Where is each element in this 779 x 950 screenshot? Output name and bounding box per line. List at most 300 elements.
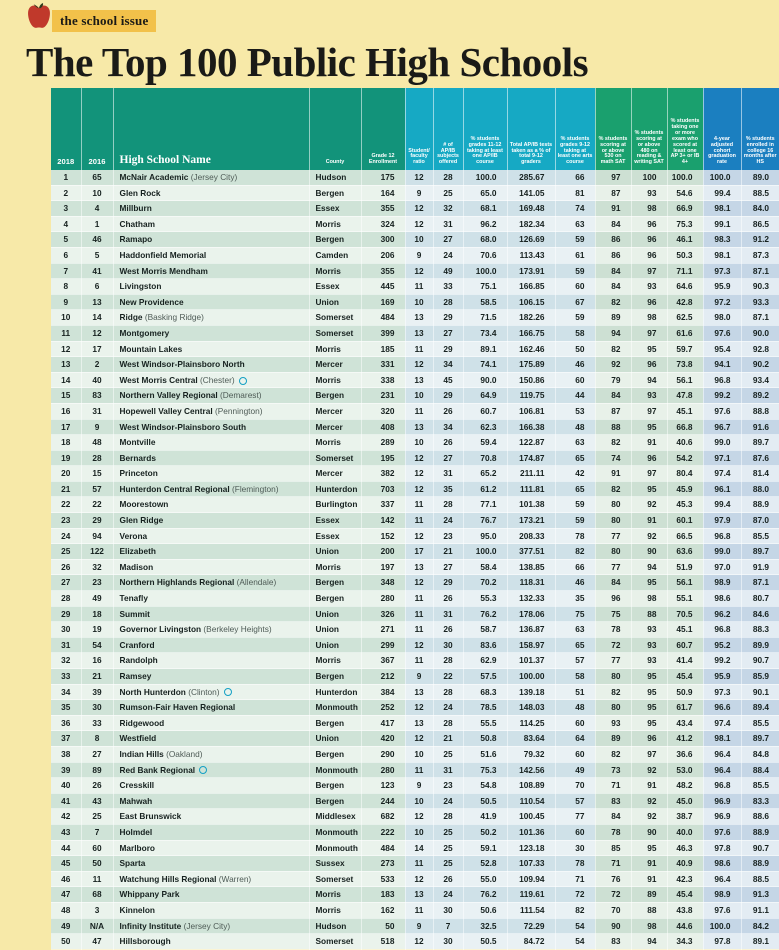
cell-apsubj: 25 [433, 824, 463, 840]
cell-rank2016: 43 [81, 793, 113, 809]
cell-enrollment: 382 [361, 466, 405, 482]
cell-apsubj: 30 [433, 637, 463, 653]
cell-sfratio: 10 [405, 746, 433, 762]
cell-mathsat: 78 [595, 622, 631, 638]
page-title: The Top 100 Public High Schools [26, 39, 589, 85]
cell-sfratio: 11 [405, 653, 433, 669]
school-name: Northern Highlands Regional [119, 577, 235, 588]
cell-rank2018: 30 [51, 622, 81, 638]
cell-rwsat: 96 [631, 294, 667, 310]
cell-rwsat: 96 [631, 357, 667, 373]
cell-rwsat: 91 [631, 871, 667, 887]
cell-rank2016: 17 [81, 341, 113, 357]
cell-rank2018: 1 [51, 170, 81, 185]
cell-rank2016: 10 [81, 185, 113, 201]
cell-apibtests: 113.43 [507, 247, 555, 263]
cell-sfratio: 9 [405, 918, 433, 934]
column-header-college[interactable]: % students enrolled in college 16 months after HS [741, 88, 779, 170]
cell-pct1112: 90.0 [463, 372, 507, 388]
cell-apsubj: 30 [433, 934, 463, 950]
school-name: Holmdel [119, 826, 153, 837]
cell-rank2016: 54 [81, 637, 113, 653]
cell-gradrate: 97.6 [703, 902, 741, 918]
cell-gradrate: 99.4 [703, 497, 741, 513]
cell-rank2018: 10 [51, 310, 81, 326]
cell-sfratio: 13 [405, 684, 433, 700]
table-row[interactable] [51, 809, 779, 825]
cell-apsubj: 26 [433, 403, 463, 419]
cell-apsubj: 29 [433, 341, 463, 357]
cell-sfratio: 11 [405, 606, 433, 622]
cell-college: 87.6 [741, 450, 779, 466]
table-row[interactable] [51, 918, 779, 934]
column-header-apibtests[interactable]: Total AP/IB tests taken as a % of total 9-12 graders [507, 88, 555, 170]
cell-sfratio: 12 [405, 575, 433, 591]
cell-gradrate: 97.6 [703, 325, 741, 341]
school-name: North Hunterdon [119, 686, 186, 697]
cell-apibtests: 178.06 [507, 606, 555, 622]
cell-rank2018: 40 [51, 778, 81, 794]
column-header-rank2018[interactable]: 2018 [51, 88, 81, 170]
column-header-pct1112[interactable]: % students grades 11-12 taking at least one AP/IB course [463, 88, 507, 170]
school-town: (Warren) [218, 873, 252, 884]
cell-rwsat: 95 [631, 575, 667, 591]
cell-pct912arts: 59 [555, 232, 595, 248]
cell-county: Somerset [309, 450, 361, 466]
cell-apscore: 55.1 [667, 591, 703, 607]
table-row[interactable] [51, 497, 779, 513]
rankings-table [51, 88, 779, 950]
column-header-county[interactable]: County [309, 88, 361, 170]
cell-county: Union [309, 731, 361, 747]
table-body [51, 170, 779, 949]
cell-rwsat: 95 [631, 715, 667, 731]
cell-rwsat: 95 [631, 684, 667, 700]
cell-pct1112: 50.5 [463, 793, 507, 809]
cell-apsubj: 31 [433, 216, 463, 232]
cell-pct1112: 51.6 [463, 746, 507, 762]
cell-apscore: 60.7 [667, 637, 703, 653]
cell-mathsat: 80 [595, 544, 631, 560]
cell-rwsat: 92 [631, 809, 667, 825]
school-name: Verona [119, 530, 148, 541]
cell-name [113, 622, 309, 638]
cell-apibtests: 100.45 [507, 809, 555, 825]
cell-county: Bergen [309, 232, 361, 248]
cell-pct1112: 68.0 [463, 232, 507, 248]
cell-name [113, 653, 309, 669]
table-row[interactable] [51, 934, 779, 950]
cell-enrollment: 384 [361, 684, 405, 700]
cell-apscore: 51.9 [667, 559, 703, 575]
cell-apscore: 59.7 [667, 341, 703, 357]
cell-county: Hudson [309, 918, 361, 934]
cell-apibtests: 174.87 [507, 450, 555, 466]
table-row[interactable] [51, 559, 779, 575]
cell-mathsat: 82 [595, 435, 631, 451]
cell-pct912arts: 65 [555, 450, 595, 466]
cell-pct1112: 64.9 [463, 388, 507, 404]
cell-apscore: 38.7 [667, 809, 703, 825]
cell-pct912arts: 82 [555, 902, 595, 918]
cell-sfratio: 9 [405, 669, 433, 685]
cell-enrollment: 244 [361, 793, 405, 809]
cell-rank2016: 3 [81, 902, 113, 918]
cell-apsubj: 27 [433, 559, 463, 575]
table-row[interactable] [51, 544, 779, 560]
cell-college: 89.7 [741, 544, 779, 560]
table-row[interactable] [51, 247, 779, 263]
cell-rank2018: 2 [51, 185, 81, 201]
cell-mathsat: 86 [595, 232, 631, 248]
cell-apsubj: 28 [433, 497, 463, 513]
cell-rank2018: 23 [51, 513, 81, 529]
table-row[interactable] [51, 528, 779, 544]
cell-gradrate: 99.0 [703, 435, 741, 451]
school-name: McNair Academic [119, 172, 189, 182]
cell-apsubj: 28 [433, 294, 463, 310]
table-row[interactable] [51, 591, 779, 607]
cell-sfratio: 10 [405, 232, 433, 248]
column-header-enrollment[interactable]: Grade 12 Enrollment [361, 88, 405, 170]
cell-enrollment: 299 [361, 637, 405, 653]
cell-name [113, 341, 309, 357]
cell-apibtests: 142.56 [507, 762, 555, 778]
cell-mathsat: 85 [595, 840, 631, 856]
table-row[interactable] [51, 778, 779, 794]
cell-pct912arts: 71 [555, 871, 595, 887]
cell-rwsat: 95 [631, 700, 667, 716]
cell-mathsat: 94 [595, 325, 631, 341]
cell-pct1112: 75.3 [463, 762, 507, 778]
cell-county: Mercer [309, 357, 361, 373]
cell-apibtests: 107.33 [507, 856, 555, 872]
cell-college: 91.9 [741, 559, 779, 575]
table-row[interactable] [51, 856, 779, 872]
table-row[interactable] [51, 216, 779, 232]
cell-rank2018: 49 [51, 918, 81, 934]
cell-rwsat: 93 [631, 279, 667, 295]
cell-rwsat: 94 [631, 934, 667, 950]
cell-name [113, 887, 309, 903]
cell-apibtests: 211.11 [507, 466, 555, 482]
cell-mathsat: 80 [595, 700, 631, 716]
cell-sfratio: 9 [405, 778, 433, 794]
cell-county: Bergen [309, 591, 361, 607]
school-name: Madison [119, 561, 154, 572]
table-row[interactable] [51, 575, 779, 591]
cell-sfratio: 12 [405, 934, 433, 950]
cell-pct1112: 71.5 [463, 310, 507, 326]
cell-pct1112: 55.3 [463, 591, 507, 607]
cell-mathsat: 73 [595, 762, 631, 778]
cell-name [113, 559, 309, 575]
cell-pct912arts: 74 [555, 201, 595, 217]
cell-rank2018: 47 [51, 887, 81, 903]
cell-apscore: 45.4 [667, 669, 703, 685]
cell-pct912arts: 63 [555, 435, 595, 451]
cell-apscore: 43.8 [667, 902, 703, 918]
school-name: Rumson-Fair Haven Regional [119, 702, 236, 713]
cell-pct1112: 100.0 [463, 263, 507, 279]
table-row[interactable] [51, 310, 779, 326]
cell-rank2018: 38 [51, 746, 81, 762]
cell-pct1112: 76.2 [463, 606, 507, 622]
school-name: East Brunswick [119, 811, 182, 822]
cell-county: Morris [309, 435, 361, 451]
cell-mathsat: 91 [595, 201, 631, 217]
cell-county: Mercer [309, 466, 361, 482]
cell-gradrate: 96.4 [703, 871, 741, 887]
cell-apscore: 80.4 [667, 466, 703, 482]
cell-name [113, 263, 309, 279]
cell-pct1112: 59.4 [463, 435, 507, 451]
cell-pct912arts: 77 [555, 809, 595, 825]
column-header-apsubj[interactable]: # of AP/IB subjects offered [433, 88, 463, 170]
cell-name [113, 247, 309, 263]
cell-pct1112: 83.6 [463, 637, 507, 653]
table-row[interactable] [51, 700, 779, 716]
table-row[interactable] [51, 341, 779, 357]
cell-rank2016: 31 [81, 403, 113, 419]
column-header-pct912arts[interactable]: % students grades 9-12 taking at least one arts course [555, 88, 595, 170]
table-row[interactable] [51, 232, 779, 248]
table-row[interactable] [51, 622, 779, 638]
cell-apibtests: 109.94 [507, 871, 555, 887]
circle-marker-icon [224, 688, 232, 696]
table-row[interactable] [51, 513, 779, 529]
cell-mathsat: 80 [595, 669, 631, 685]
table-row[interactable] [51, 887, 779, 903]
table-row[interactable] [51, 637, 779, 653]
cell-apibtests: 169.48 [507, 201, 555, 217]
cell-county: Monmouth [309, 840, 361, 856]
cell-pct1112: 70.6 [463, 247, 507, 263]
table-row[interactable] [51, 357, 779, 373]
cell-apsubj: 33 [433, 279, 463, 295]
table-row[interactable] [51, 435, 779, 451]
cell-apscore: 73.8 [667, 357, 703, 373]
cell-apscore: 61.7 [667, 700, 703, 716]
cell-gradrate: 96.8 [703, 778, 741, 794]
cell-apscore: 45.0 [667, 793, 703, 809]
cell-apsubj: 31 [433, 606, 463, 622]
cell-college: 87.1 [741, 263, 779, 279]
school-name: Sparta [119, 858, 146, 869]
table-row[interactable] [51, 325, 779, 341]
cell-rank2016: 14 [81, 310, 113, 326]
cell-gradrate: 99.4 [703, 185, 741, 201]
cell-pct912arts: 50 [555, 341, 595, 357]
cell-apibtests: 122.87 [507, 435, 555, 451]
table-row[interactable] [51, 871, 779, 887]
column-header-sfratio[interactable]: Student/ faculty ratio [405, 88, 433, 170]
cell-pct1112: 62.3 [463, 419, 507, 435]
cell-college: 88.5 [741, 185, 779, 201]
cell-enrollment: 222 [361, 824, 405, 840]
cell-apscore: 46.3 [667, 840, 703, 856]
column-header-name[interactable]: High School Name [113, 88, 309, 170]
table-row[interactable] [51, 669, 779, 685]
cell-pct912arts: 60 [555, 372, 595, 388]
table-row[interactable] [51, 902, 779, 918]
table-row[interactable] [51, 466, 779, 482]
cell-name [113, 450, 309, 466]
cell-sfratio: 13 [405, 372, 433, 388]
table-row[interactable] [51, 606, 779, 622]
cell-rank2018: 14 [51, 372, 81, 388]
cell-apscore: 56.1 [667, 575, 703, 591]
cell-pct1112: 95.0 [463, 528, 507, 544]
cell-apibtests: 72.29 [507, 918, 555, 934]
table-row[interactable] [51, 684, 779, 700]
table-row[interactable] [51, 481, 779, 497]
table-row[interactable] [51, 793, 779, 809]
cell-enrollment: 367 [361, 653, 405, 669]
table-row[interactable] [51, 388, 779, 404]
cell-pct912arts: 54 [555, 918, 595, 934]
cell-gradrate: 95.9 [703, 279, 741, 295]
table-row[interactable] [51, 419, 779, 435]
cell-mathsat: 91 [595, 466, 631, 482]
cell-apibtests: 138.85 [507, 559, 555, 575]
cell-apscore: 41.2 [667, 731, 703, 747]
cell-name [113, 372, 309, 388]
cell-apibtests: 119.61 [507, 887, 555, 903]
cell-apsubj: 28 [433, 684, 463, 700]
column-header-mathsat[interactable]: % students scoring at or above 530 on math SAT [595, 88, 631, 170]
cell-apsubj: 35 [433, 481, 463, 497]
cell-rank2018: 15 [51, 388, 81, 404]
cell-rank2016: 21 [81, 669, 113, 685]
cell-pct1112: 50.2 [463, 824, 507, 840]
cell-rwsat: 92 [631, 497, 667, 513]
cell-apsubj: 28 [433, 170, 463, 185]
table-row[interactable] [51, 403, 779, 419]
table-row[interactable] [51, 263, 779, 279]
column-header-gradrate[interactable]: 4-year adjusted cohort graduation rate [703, 88, 741, 170]
cell-pct912arts: 72 [555, 887, 595, 903]
table-row[interactable] [51, 746, 779, 762]
cell-pct1112: 50.5 [463, 934, 507, 950]
cell-rank2016: 5 [81, 247, 113, 263]
cell-name [113, 403, 309, 419]
cell-college: 89.0 [741, 170, 779, 185]
school-name: New Providence [119, 296, 184, 307]
column-header-rank2016[interactable]: 2016 [81, 88, 113, 170]
school-town: (Jersey City) [190, 172, 238, 182]
cell-mathsat: 82 [595, 746, 631, 762]
cell-rank2018: 5 [51, 232, 81, 248]
column-header-apscore[interactable]: % students taking one or more exam who scored at least one AP 3+ or IB 4+ [667, 88, 703, 170]
cell-rank2016: 39 [81, 684, 113, 700]
cell-apibtests: 111.54 [507, 902, 555, 918]
cell-apscore: 66.9 [667, 201, 703, 217]
cell-gradrate: 98.1 [703, 731, 741, 747]
cell-sfratio: 13 [405, 559, 433, 575]
table-row[interactable] [51, 840, 779, 856]
cell-enrollment: 252 [361, 700, 405, 716]
cell-apsubj: 25 [433, 746, 463, 762]
cell-county: Union [309, 622, 361, 638]
cell-apibtests: 118.31 [507, 575, 555, 591]
cell-pct912arts: 66 [555, 559, 595, 575]
table-row[interactable] [51, 185, 779, 201]
cell-county: Monmouth [309, 700, 361, 716]
column-header-rwsat[interactable]: % students scoring at or above 480 on reading & writing SAT [631, 88, 667, 170]
cell-sfratio: 10 [405, 435, 433, 451]
table-row[interactable] [51, 372, 779, 388]
cell-apscore: 50.3 [667, 247, 703, 263]
cell-rank2018: 17 [51, 419, 81, 435]
cell-apibtests: 166.75 [507, 325, 555, 341]
cell-gradrate: 99.2 [703, 653, 741, 669]
cell-pct1112: 89.1 [463, 341, 507, 357]
cell-name [113, 793, 309, 809]
masthead [0, 0, 770, 92]
table-row[interactable] [51, 294, 779, 310]
cell-county: Bergen [309, 575, 361, 591]
table-row[interactable] [51, 653, 779, 669]
cell-county: Essex [309, 201, 361, 217]
table-row[interactable] [51, 450, 779, 466]
cell-rank2016: 6 [81, 279, 113, 295]
cell-apibtests: 110.54 [507, 793, 555, 809]
table-row[interactable] [51, 715, 779, 731]
cell-gradrate: 99.2 [703, 388, 741, 404]
cell-county: Somerset [309, 325, 361, 341]
cell-apibtests: 79.32 [507, 746, 555, 762]
cell-apibtests: 132.33 [507, 591, 555, 607]
cell-rank2018: 8 [51, 279, 81, 295]
cell-sfratio: 12 [405, 170, 433, 185]
cell-college: 89.7 [741, 731, 779, 747]
table-row[interactable] [51, 201, 779, 217]
cell-sfratio: 11 [405, 762, 433, 778]
cell-rank2018: 26 [51, 559, 81, 575]
table-row[interactable] [51, 824, 779, 840]
cell-name [113, 388, 309, 404]
school-name: Ridgewood [119, 717, 165, 728]
school-name: Bernards [119, 452, 156, 463]
table-row[interactable] [51, 731, 779, 747]
cell-rank2018: 32 [51, 653, 81, 669]
table-row[interactable] [51, 762, 779, 778]
cell-gradrate: 96.1 [703, 481, 741, 497]
cell-enrollment: 417 [361, 715, 405, 731]
cell-college: 84.6 [741, 606, 779, 622]
table-row[interactable] [51, 170, 779, 185]
cell-pct912arts: 75 [555, 606, 595, 622]
cell-mathsat: 70 [595, 902, 631, 918]
cell-apibtests: 141.05 [507, 185, 555, 201]
cell-apsubj: 32 [433, 201, 463, 217]
cell-college: 90.1 [741, 684, 779, 700]
cell-college: 88.9 [741, 824, 779, 840]
cell-rank2018: 22 [51, 497, 81, 513]
cell-apsubj: 28 [433, 653, 463, 669]
cell-college: 89.1 [741, 934, 779, 950]
table-row[interactable] [51, 279, 779, 295]
cell-apscore: 43.4 [667, 715, 703, 731]
cell-rank2016: 8 [81, 731, 113, 747]
cell-rwsat: 89 [631, 887, 667, 903]
cell-rwsat: 93 [631, 622, 667, 638]
cell-college: 81.4 [741, 466, 779, 482]
school-name: Governor Livingston [119, 624, 202, 635]
cell-pct1112: 76.7 [463, 513, 507, 529]
cell-rank2016: 32 [81, 559, 113, 575]
